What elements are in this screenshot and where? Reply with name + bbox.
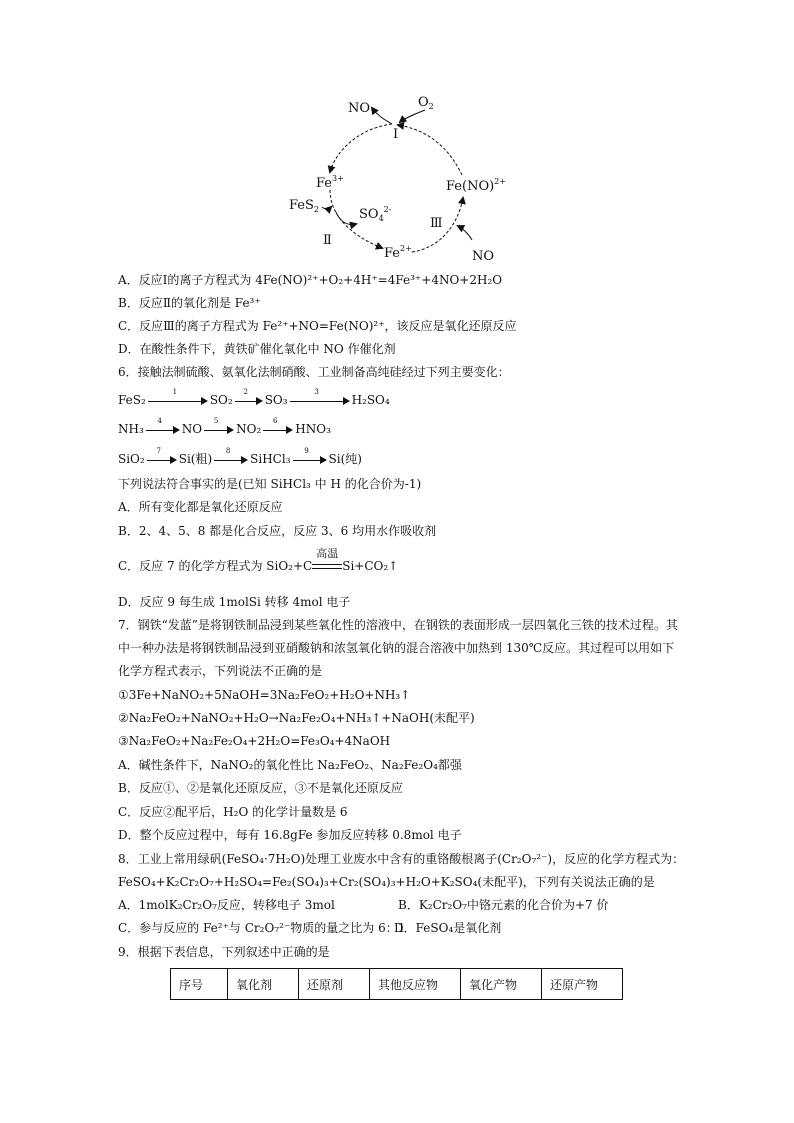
chain2-item: NO₂ (236, 422, 262, 436)
q7-stem-line-3: 化学方程式表示，下列说法不正确的是 (118, 664, 323, 678)
reaction-arrow: 8 (214, 453, 248, 465)
q5-option-a: A．反应Ⅰ的离子方程式为 4Fe(NO)²⁺+O₂+4H⁺=4Fe³⁺+4NO+2H₂O (118, 273, 503, 287)
cycle-path-top (398, 125, 462, 175)
q7-option-a: A．碱性条件下，NaNO₂的氧化性比 Na₂FeO₂、Na₂Fe₂O₄都强 (118, 758, 462, 772)
so4-release-arrow (336, 212, 356, 225)
reaction-arrow: 7 (147, 453, 177, 465)
info-table (170, 968, 623, 1000)
chain1-item: H₂SO₄ (351, 393, 390, 407)
table-header-cell: 氧化剂 (228, 969, 299, 1000)
fes2-input-arrow (322, 207, 331, 209)
q8-stem-line-1: 8．工业上常用绿矾(FeSO₄·7H₂O)处理工业废水中含有的重铬酸根离子(Cr₂O₇²⁻)，反应的化学方程式为： (118, 852, 685, 866)
o2-label: $O_2$ (418, 95, 434, 111)
table-header-cell: 还原剂 (299, 969, 370, 1000)
reaction-arrow: 4 (146, 423, 180, 435)
reaction-arrow: 6 (263, 423, 293, 435)
chain3-item: SiO₂ (118, 451, 145, 466)
chain2-item: NH₃ (118, 422, 144, 436)
reaction-chain-sulfuric (118, 388, 390, 407)
q6-option-b: B．2、4、5、8 都是化合反应，反应 3、6 均用水作吸收剂 (118, 524, 437, 538)
q7-stem-line-2: 中一种办法是将钢铁制品浸到亚硝酸钠和浓氢氧化钠的混合溶液中加热到 130℃反应。其过程可以用如下 (118, 641, 675, 655)
no-bottom-label: NO (472, 249, 495, 264)
chain2-item: NO (181, 422, 203, 436)
high-temp-condition: 高温 (312, 560, 342, 574)
q6-stem: 6．接触法制硫酸、氨氧化法制硝酸、工业制备高纯硅经过下列主要变化： (118, 365, 510, 379)
reaction-arrow: 2 (235, 394, 263, 406)
q5-option-b: B．反应Ⅱ的氧化剂是 Fe³⁺ (118, 296, 261, 310)
chain1-item: FeS₂ (118, 393, 146, 407)
o2-input-arrow (400, 110, 425, 122)
table-header-row (171, 969, 623, 1000)
q6-option-c: C．反应 7 的化学方程式为 SiO₂+C 高温 Si+CO₂↑ (118, 546, 399, 573)
q8-option-b: B．K₂Cr₂O₇中铬元素的化合价为+7 价 (398, 898, 609, 912)
reaction-arrow: 1 (148, 394, 208, 406)
no-top-label: NO (348, 101, 371, 116)
q5-option-c: C．反应Ⅲ的离子方程式为 Fe²⁺+NO=Fe(NO)²⁺，该反应是氧化还原反应 (118, 319, 517, 333)
chain1-item: SO₂ (209, 393, 233, 407)
q8-option-a: A．1molK₂Cr₂O₇反应，转移电子 3mol (118, 898, 335, 912)
no-release-arrow (372, 108, 392, 124)
q9-stem: 9．根据下表信息，下列叙述中正确的是 (118, 945, 330, 959)
q8-stem-line-2: FeSO₄+K₂Cr₂O₇+H₂SO₄=Fe₂(SO₄)₃+Cr₂(SO₄)₃+H₂O+K₂SO₄(未配平)，下列有关说法正确的是 (118, 875, 655, 889)
so4-label: $SO_4^{2-}$ (359, 205, 392, 223)
reaction-chain-silicon (118, 446, 362, 467)
feno-label: Fe(NO)$^{2+}$ (446, 177, 506, 194)
q6-question: 下列说法符合事实的是(已知 SiHCl₃ 中 H 的化合价为-1) (118, 477, 422, 491)
fe2-label: $Fe^{2+}$ (384, 244, 412, 261)
table-header-cell: 氧化产物 (461, 969, 542, 1000)
q7-equation-2: ②Na₂FeO₂+NaNO₂+H₂O→Na₂Fe₂O₄+NH₃↑+NaOH(未配平) (118, 711, 475, 725)
fe3-label: $Fe^{3+}$ (316, 174, 344, 191)
q7-option-c: C．反应②配平后，H₂O 的化学计量数是 6 (118, 805, 348, 819)
table-header-cell: 序号 (171, 969, 228, 1000)
reaction-chain-nitric (118, 417, 331, 436)
chain1-item: SO₃ (264, 393, 288, 407)
q7-option-b: B．反应①、②是氧化还原反应，③不是氧化还原反应 (118, 781, 403, 795)
q7-equation-3: ③Na₂FeO₂+Na₂Fe₂O₄+2H₂O=Fe₃O₄+4NaOH (118, 734, 391, 748)
q6-option-a: A．所有变化都是氧化还原反应 (118, 500, 283, 514)
reaction-arrow: 5 (204, 423, 234, 435)
q6-option-d: D．反应 9 每生成 1molSi 转移 4mol 电子 (118, 595, 351, 609)
chain3-item: Si(粗) (178, 452, 213, 466)
q8-option-d: D．FeSO₄是氧化剂 (394, 921, 502, 935)
roman-3-label: Ⅲ (430, 216, 443, 231)
catalytic-cycle-diagram (0, 0, 794, 270)
no-input-arrow (458, 226, 472, 240)
table-header-cell: 还原产物 (542, 969, 623, 1000)
chain2-item: HNO₃ (295, 422, 331, 436)
fes2-label: FeS$_2$ (289, 198, 320, 214)
roman-2-label: Ⅱ (323, 233, 332, 248)
reaction-arrow: 9 (293, 453, 327, 465)
chain3-item: SiHCl₃ (250, 451, 291, 466)
q8-option-c: C．参与反应的 Fe²⁺与 Cr₂O₇²⁻物质的量之比为 6：1 (118, 921, 406, 935)
chain3-item: Si(纯) (328, 452, 362, 466)
q5-option-d: D．在酸性条件下，黄铁矿催化氧化中 NO 作催化剂 (118, 342, 396, 356)
q7-stem-line-1: 7．钢铁“发蓝”是将钢铁制品浸到某些氧化性的溶液中，在钢铁的表面形成一层四氧化三铁的技术过程。其 (118, 618, 678, 632)
table-header-cell: 其他反应物 (370, 969, 461, 1000)
q7-equation-1: ①3Fe+NaNO₂+5NaOH=3Na₂FeO₂+H₂O+NH₃↑ (118, 688, 411, 702)
cycle-path-left-top (330, 124, 392, 172)
roman-1-label: Ⅰ (393, 127, 399, 142)
q7-option-d: D．整个反应过程中，每有 16.8gFe 参加反应转移 0.8mol 电子 (118, 828, 462, 842)
reaction-arrow: 3 (290, 394, 350, 406)
